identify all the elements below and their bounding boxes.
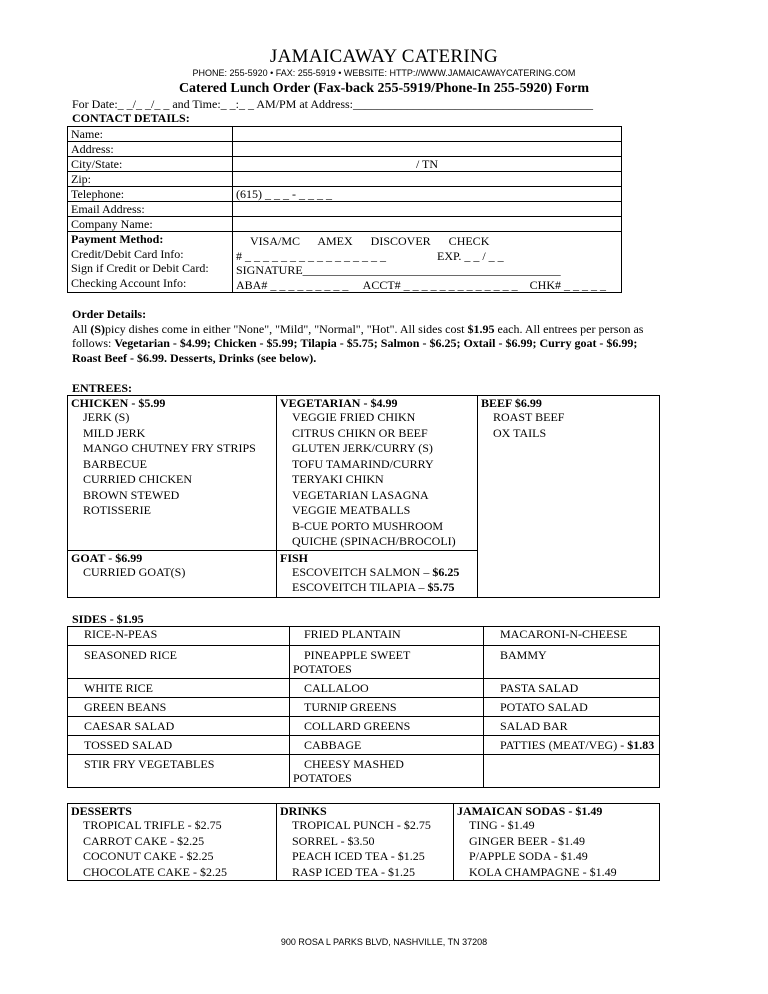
menu-item[interactable]: OX TAILS (493, 425, 547, 440)
menu-item[interactable] (280, 565, 474, 581)
side-item[interactable]: FRIED PLANTAIN (290, 627, 484, 646)
menu-item[interactable]: BARBECUE (83, 456, 148, 471)
side-item[interactable] (484, 736, 660, 755)
side-item[interactable]: SEASONED RICE (68, 646, 290, 679)
beef-cell (478, 396, 660, 598)
card-number-field[interactable]: # _ _ _ _ _ _ _ _ _ _ _ _ _ _ _ _ EXP. _ _ / _ _ (236, 248, 504, 263)
menu-item[interactable]: MILD JERK (83, 425, 146, 440)
sodas-cell (454, 804, 660, 881)
desserts-title: DESSERTS (71, 804, 132, 818)
text: All (72, 322, 91, 336)
signature-field[interactable]: SIGNATURE___________________________________________ (236, 263, 561, 277)
sides-price: $1.95 (467, 322, 495, 336)
footer-address: 900 ROSA L PARKS BLVD, NASHVILLE, TN 37208 (280, 937, 488, 947)
entree-prices: Vegetarian - $4.99; Chicken - $5.99; Tilapia - $5.75; Salmon - $6.25; Oxtail - $6.99; Curry goat - $6.99; (114, 336, 638, 350)
menu-item[interactable]: MANGO CHUTNEY FRY STRIPS (83, 441, 256, 455)
zip-field[interactable] (233, 172, 622, 187)
menu-item[interactable]: ROTISSERIE (83, 503, 152, 517)
side-item[interactable] (290, 646, 484, 679)
menu-item[interactable]: VEGETARIAN LASAGNA (292, 487, 429, 502)
side-item-empty (484, 755, 660, 788)
side-item[interactable]: CABBAGE (290, 736, 484, 755)
side-item[interactable]: WHITE RICE (68, 679, 290, 698)
menu-item[interactable]: COCONUT CAKE - $2.25 (83, 849, 214, 863)
email-field[interactable] (233, 202, 622, 217)
side-item[interactable]: TOSSED SALAD (68, 736, 290, 755)
item-text-wrap: POTATOES (293, 771, 352, 785)
contact-label: Zip: (68, 172, 233, 187)
drinks-cell (277, 804, 454, 881)
menu-item[interactable]: P/APPLE SODA - $1.49 (469, 849, 588, 863)
menu-item[interactable]: CARROT CAKE - $2.25 (83, 833, 205, 848)
contact-info-line: PHONE: 255-5920 • FAX: 255-5919 • WEBSITE: HTTP://WWW.JAMAICAWAYCATERING.COM (192, 68, 576, 78)
menu-item[interactable]: SORREL - $3.50 (292, 833, 375, 848)
order-details-line-2 (72, 336, 637, 351)
contact-label: Email Address: (68, 202, 233, 217)
address-field[interactable] (233, 142, 622, 157)
payment-labels (68, 232, 233, 293)
fish-cell (277, 550, 478, 597)
text: each. All entrees per person as (494, 322, 644, 336)
side-item[interactable]: PASTA SALAD (484, 679, 660, 698)
menu-item[interactable]: RASP ICED TEA - $1.25 (292, 864, 416, 879)
menu-item[interactable]: TERYAKI CHIKN (292, 472, 384, 486)
text: follows: (72, 336, 115, 350)
menu-item[interactable]: GLUTEN JERK/CURRY (S) (292, 441, 433, 455)
menu-item[interactable]: CITRUS CHIKN OR BEEF (292, 425, 428, 440)
side-item[interactable] (290, 755, 484, 788)
menu-item[interactable]: B-CUE PORTO MUSHROOM (292, 518, 444, 533)
item-text: PATTIES (MEAT/VEG) - (500, 738, 628, 752)
goat-cell (68, 550, 277, 597)
side-item[interactable]: BAMMY (484, 646, 660, 679)
payment-method-label: Payment Method: (71, 232, 164, 246)
account-field[interactable]: ABA# _ _ _ _ _ _ _ _ _ ACCT# _ _ _ _ _ _ _ _ _ _ _ _ _ CHK# _ _ _ _ _ (236, 277, 607, 292)
chicken-cell (68, 396, 277, 551)
side-item[interactable]: CAESAR SALAD (68, 717, 290, 736)
chicken-title: CHICKEN - $5.99 (71, 396, 166, 410)
order-details-heading: Order Details: (72, 307, 147, 321)
side-item[interactable]: SALAD BAR (484, 717, 660, 736)
order-details-line-3: Roast Beef - $6.99. Desserts, Drinks (see below). (72, 351, 317, 365)
side-item[interactable]: GREEN BEANS (68, 698, 290, 717)
patties-price: $1.83 (627, 738, 655, 752)
telephone-field[interactable]: (615) _ _ _ - _ _ _ _ (233, 187, 622, 202)
menu-item[interactable]: ROAST BEEF (493, 410, 565, 424)
item-price: $6.25 (432, 564, 460, 579)
menu-item[interactable]: CURRIED CHICKEN (83, 472, 193, 486)
item-text: CHEESY MASHED (304, 757, 404, 771)
menu-item[interactable]: VEGGIE MEATBALLS (292, 503, 411, 517)
card-info-label: Credit/Debit Card Info: (71, 246, 184, 261)
city-state-field[interactable]: / TN (233, 157, 622, 172)
company-field[interactable] (233, 217, 622, 232)
side-item[interactable]: CALLALOO (290, 679, 484, 698)
menu-item[interactable]: QUICHE (SPINACH/BROCOLI) (292, 534, 456, 548)
item-price: $5.75 (427, 580, 455, 594)
form-title: Catered Lunch Order (Fax-back 255-5919/Phone-In 255-5920) Form (178, 81, 590, 96)
side-item[interactable]: MACARONI-N-CHEESE (484, 627, 660, 646)
menu-item[interactable] (280, 580, 474, 596)
item-name: ESCOVEITCH SALMON – (292, 564, 433, 579)
menu-item[interactable]: TROPICAL TRIFLE - $2.75 (83, 818, 222, 832)
drinks-title: DRINKS (280, 804, 327, 818)
menu-item[interactable]: JERK (S) (83, 410, 130, 424)
goat-title: GOAT - $6.99 (71, 550, 143, 565)
contact-details-heading: CONTACT DETAILS: (72, 111, 190, 125)
menu-item[interactable]: CURRIED GOAT(S) (83, 564, 186, 579)
order-details-line-1 (72, 322, 643, 337)
checking-label: Checking Account Info: (71, 275, 187, 290)
menu-item[interactable]: BROWN STEWED (83, 487, 180, 502)
vegetarian-cell (277, 396, 478, 551)
contact-label: Telephone: (68, 187, 233, 202)
item-text-wrap: POTATOES (293, 662, 352, 676)
company-title: JAMAICAWAY CATERING (269, 46, 499, 67)
contact-label: Name: (68, 127, 233, 142)
payment-fields (233, 232, 622, 293)
menu-item[interactable]: TROPICAL PUNCH - $2.75 (292, 818, 431, 832)
menu-item[interactable]: PEACH ICED TEA - $1.25 (292, 849, 425, 863)
text: picy dishes come in either "None", "Mild", "Normal", "Hot". All sides cost (105, 322, 468, 336)
side-item[interactable]: COLLARD GREENS (290, 717, 484, 736)
order-date-time-address[interactable]: For Date:_ _/_ _/_ _ and Time:_ _:_ _ AM/PM at Address:________________________________________ (72, 97, 594, 111)
entrees-heading: ENTREES: (72, 381, 133, 395)
contact-label: City/State: (68, 157, 233, 172)
desserts-cell (68, 804, 277, 881)
menu-item[interactable]: KOLA CHAMPAGNE - $1.49 (469, 864, 617, 879)
item-text: PINEAPPLE SWEET (304, 648, 411, 662)
side-item[interactable]: RICE-N-PEAS (68, 627, 290, 646)
entrees-table (67, 395, 660, 598)
vegetarian-title: VEGETARIAN - $4.99 (280, 396, 398, 410)
menu-item[interactable]: VEGGIE FRIED CHIKN (292, 410, 416, 424)
name-field[interactable] (233, 127, 622, 142)
menu-item[interactable]: CHOCOLATE CAKE - $2.25 (83, 864, 227, 879)
desserts-drinks-table (67, 803, 660, 881)
menu-item[interactable]: TING - $1.49 (469, 818, 535, 832)
fish-title: FISH (280, 550, 309, 565)
contact-label: Company Name: (68, 217, 233, 232)
beef-title: BEEF $6.99 (481, 396, 542, 410)
contact-label: Address: (68, 142, 233, 157)
side-item[interactable]: POTATO SALAD (484, 698, 660, 717)
sides-table (67, 626, 660, 788)
sides-heading: SIDES - $1.95 (72, 612, 144, 626)
contact-table (67, 126, 622, 293)
payment-method-options[interactable]: VISA/MC AMEX DISCOVER CHECK (250, 234, 490, 248)
sign-label: Sign if Credit or Debit Card: (71, 261, 209, 275)
side-item[interactable]: STIR FRY VEGETABLES (68, 755, 290, 788)
menu-item[interactable]: TOFU TAMARIND/CURRY (292, 456, 434, 471)
side-item[interactable]: TURNIP GREENS (290, 698, 484, 717)
spicy-marker: (S) (90, 322, 106, 336)
sodas-title: JAMAICAN SODAS - $1.49 (457, 804, 603, 818)
item-name: ESCOVEITCH TILAPIA – (292, 580, 428, 594)
menu-item[interactable]: GINGER BEER - $1.49 (469, 833, 585, 848)
